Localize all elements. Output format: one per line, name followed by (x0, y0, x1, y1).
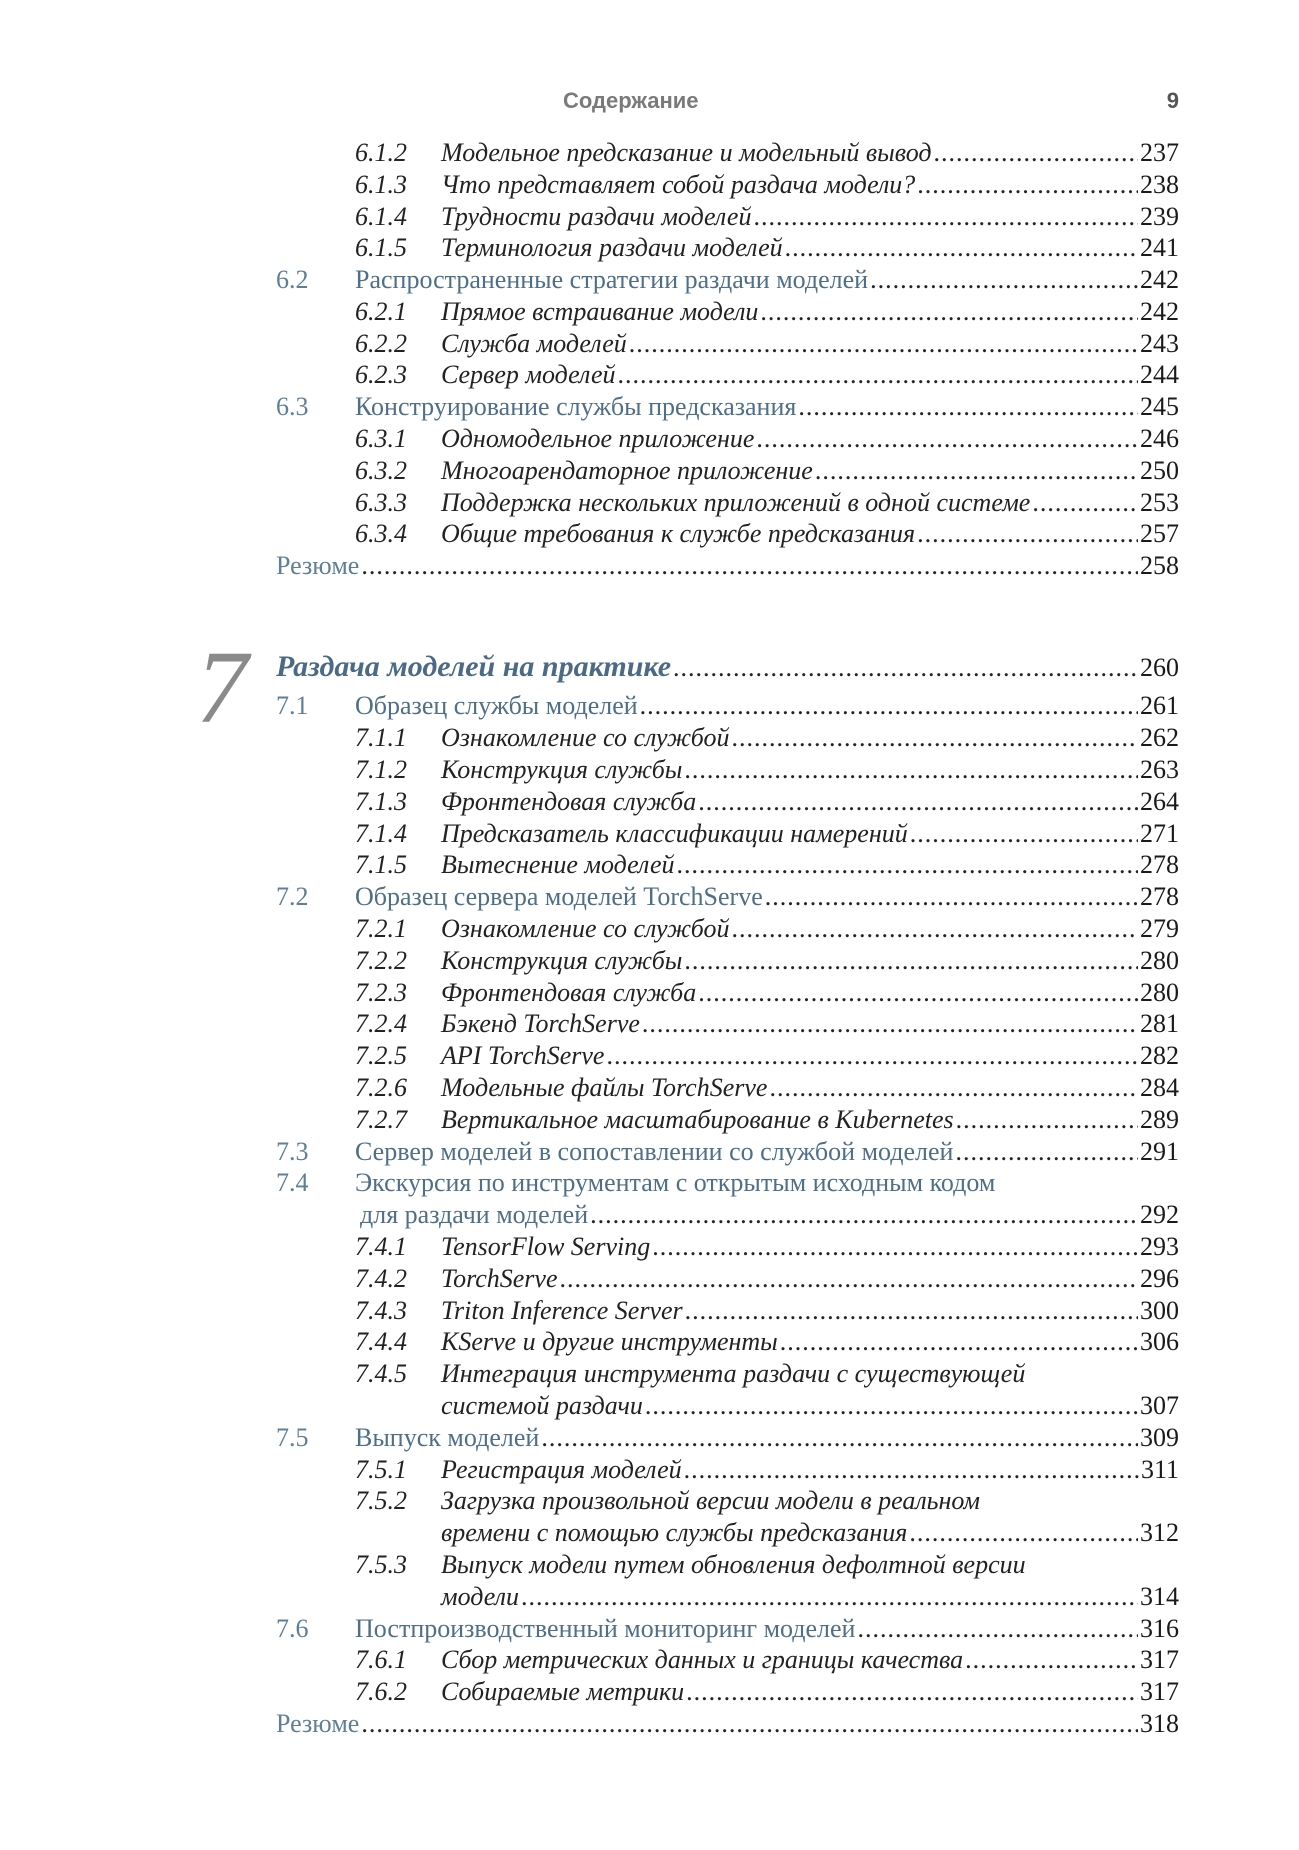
toc-section[interactable] (0, 264, 1299, 296)
section-number: 7.4 (276, 1168, 309, 1197)
entry-title: Что представляет собой раздача модели? (441, 170, 916, 199)
entry-number: 7.1.3 (355, 787, 407, 816)
dot-leader (798, 391, 1138, 423)
entry-title: Бэкенд TorchServe (441, 1009, 640, 1038)
entry-page: 314 (1140, 1582, 1179, 1611)
dot-leader (934, 137, 1138, 169)
page-number: 9 (1166, 88, 1179, 113)
entry-title: Сбор метрических данных и границы качества (441, 1645, 964, 1674)
entry-title-continued: модели (441, 1582, 519, 1611)
toc-entry[interactable] (0, 722, 1299, 754)
chapter-number: 7 (196, 630, 248, 745)
entry-title: Предсказатель классификации намерений (441, 819, 908, 848)
entry-number: 7.1.1 (355, 723, 407, 752)
entry-number: 6.1.5 (355, 233, 407, 262)
entry-title: Модельные файлы TorchServe (441, 1073, 768, 1102)
entry-page: 296 (1140, 1264, 1179, 1293)
entry-page: 244 (1140, 360, 1179, 389)
toc-entry[interactable] (0, 1295, 1299, 1327)
summary-title: Резюме (276, 551, 360, 580)
entry-page: 238 (1140, 170, 1179, 199)
chapter-title: Раздача моделей на практике (276, 650, 672, 683)
entry-page: 284 (1140, 1073, 1179, 1102)
toc-chapter[interactable] (0, 649, 1299, 685)
entry-page: 300 (1140, 1296, 1179, 1325)
dot-leader (590, 1199, 1138, 1231)
dot-leader (645, 1390, 1138, 1422)
section-page: 278 (1140, 882, 1179, 911)
entry-page: 241 (1140, 233, 1179, 262)
entry-page: 239 (1140, 202, 1179, 231)
section-page: 245 (1140, 392, 1179, 421)
entry-page: 311 (1140, 1455, 1179, 1484)
entry-number: 6.1.4 (355, 202, 407, 231)
entry-number: 6.1.2 (355, 138, 407, 167)
toc-entry[interactable] (0, 1644, 1299, 1676)
toc-summary[interactable] (0, 1708, 1299, 1740)
toc-entry[interactable] (0, 1549, 1299, 1581)
entry-page: 293 (1140, 1232, 1179, 1261)
dot-leader (857, 1613, 1138, 1645)
toc-section-continuation[interactable] (0, 1199, 1299, 1231)
entry-title: Конструкция службы (441, 755, 683, 784)
dot-leader (956, 1104, 1138, 1136)
dot-leader (815, 455, 1138, 487)
dot-leader (780, 1326, 1138, 1358)
entry-page: 237 (1140, 138, 1179, 167)
entry-page: 253 (1140, 488, 1179, 517)
dot-leader (1032, 487, 1138, 519)
entry-number: 7.2.2 (355, 946, 407, 975)
entry-number: 6.3.1 (355, 424, 407, 453)
toc-summary[interactable] (0, 550, 1299, 582)
entry-number: 6.2.1 (355, 297, 407, 326)
entry-title: Фронтендовая служба (441, 787, 697, 816)
entry-number: 7.2.1 (355, 914, 407, 943)
entry-page: 282 (1140, 1041, 1179, 1070)
toc-section[interactable] (0, 881, 1299, 913)
entry-number: 6.3.4 (355, 519, 407, 548)
dot-leader (785, 232, 1138, 264)
section-number: 7.2 (276, 882, 309, 911)
dot-leader (677, 849, 1138, 881)
entry-number: 6.2.2 (355, 329, 407, 358)
entry-number: 7.4.1 (355, 1232, 407, 1261)
dot-leader (560, 1263, 1138, 1295)
toc-entry[interactable] (0, 754, 1299, 786)
dot-leader (955, 1136, 1138, 1168)
entry-page: 307 (1140, 1391, 1179, 1420)
toc-entry[interactable] (0, 1454, 1299, 1486)
dot-leader (698, 977, 1138, 1009)
toc-section[interactable] (0, 391, 1299, 423)
dot-leader (760, 296, 1138, 328)
entry-title: Многоарендаторное приложение (441, 456, 813, 485)
toc-entry[interactable] (0, 913, 1299, 945)
toc-entry[interactable] (0, 786, 1299, 818)
section-page: 261 (1140, 691, 1179, 720)
entry-title: Модельное предсказание и модельный вывод (441, 138, 932, 167)
toc-entry[interactable] (0, 1231, 1299, 1263)
entry-page: 263 (1140, 755, 1179, 784)
toc-entry[interactable] (0, 169, 1299, 201)
toc-entry[interactable] (0, 328, 1299, 360)
dot-leader (731, 722, 1138, 754)
entry-page: 279 (1140, 914, 1179, 943)
entry-number: 7.2.7 (355, 1105, 407, 1134)
entry-number: 7.2.5 (355, 1041, 407, 1070)
entry-title: Собираемые метрики (441, 1677, 685, 1706)
entry-title: Прямое встраивание модели (441, 297, 759, 326)
entry-page: 312 (1140, 1518, 1179, 1547)
dot-leader (606, 1040, 1138, 1072)
entry-page: 271 (1140, 819, 1179, 848)
entry-number: 7.5.2 (355, 1486, 407, 1515)
entry-number: 7.1.2 (355, 755, 407, 784)
section-title-continued: для раздачи моделей (360, 1200, 589, 1229)
dot-leader (753, 201, 1138, 233)
dot-leader (965, 1644, 1138, 1676)
toc-entry[interactable] (0, 977, 1299, 1009)
entry-title: Общие требования к службе предсказания (441, 519, 916, 548)
section-title: Образец сервера моделей TorchServe (355, 882, 763, 911)
dot-leader (673, 650, 1138, 686)
toc-entry[interactable] (0, 487, 1299, 519)
dot-leader (361, 550, 1138, 582)
section-page: 242 (1140, 265, 1179, 294)
dot-leader (652, 1231, 1138, 1263)
section-page: 309 (1140, 1423, 1179, 1452)
dot-leader (917, 169, 1138, 201)
entry-page: 246 (1140, 424, 1179, 453)
dot-leader (642, 1008, 1138, 1040)
page-header (0, 88, 1299, 122)
entry-title: KServe и другие инструменты (441, 1327, 778, 1356)
dot-leader (618, 359, 1138, 391)
dot-leader (640, 690, 1138, 722)
section-title: Экскурсия по инструментам с открытым исходным кодом (355, 1168, 996, 1197)
entry-number: 7.4.4 (355, 1327, 407, 1356)
entry-title: Одномодельное приложение (441, 424, 755, 453)
entry-title: Трудности раздачи моделей (441, 202, 752, 231)
entry-number: 7.4.5 (355, 1359, 407, 1388)
entry-number: 7.6.1 (355, 1645, 407, 1674)
entry-number: 7.5.1 (355, 1455, 407, 1484)
entry-page: 317 (1140, 1645, 1179, 1674)
toc-entry[interactable] (0, 455, 1299, 487)
toc-entry[interactable] (0, 1676, 1299, 1708)
dot-leader (870, 264, 1138, 296)
dot-leader (910, 818, 1138, 850)
entry-page: 262 (1140, 723, 1179, 752)
toc-section[interactable] (0, 1136, 1299, 1168)
entry-title: Фронтендовая служба (441, 978, 697, 1007)
section-number: 6.3 (276, 392, 309, 421)
entry-number: 7.1.4 (355, 819, 407, 848)
toc-entry[interactable] (0, 518, 1299, 550)
entry-title: API TorchServe (441, 1041, 605, 1070)
dot-leader (698, 786, 1138, 818)
dot-leader (541, 1422, 1138, 1454)
toc-entry[interactable] (0, 1358, 1299, 1390)
dot-leader (731, 913, 1138, 945)
toc-section[interactable] (0, 1613, 1299, 1645)
toc-entry[interactable] (0, 1072, 1299, 1104)
dot-leader (909, 1517, 1138, 1549)
entry-title: Служба моделей (441, 329, 627, 358)
entry-number: 6.3.3 (355, 488, 407, 517)
entry-page: 306 (1140, 1327, 1179, 1356)
entry-page: 278 (1140, 850, 1179, 879)
entry-title-continued: времени с помощью службы предсказания (441, 1518, 908, 1547)
running-title: Содержание (563, 88, 699, 113)
toc-section[interactable] (0, 1167, 1299, 1199)
summary-page: 318 (1140, 1709, 1179, 1738)
entry-number: 6.3.2 (355, 456, 407, 485)
entry-page: 257 (1140, 519, 1179, 548)
summary-page: 258 (1140, 551, 1179, 580)
entry-number: 7.4.3 (355, 1296, 407, 1325)
entry-title: Поддержка нескольких приложений в одной системе (441, 488, 1031, 517)
entry-page: 280 (1140, 978, 1179, 1007)
entry-title: Вытеснение моделей (441, 850, 675, 879)
toc-entry[interactable] (0, 296, 1299, 328)
entry-title: TorchServe (441, 1264, 558, 1293)
dot-leader (361, 1708, 1138, 1740)
entry-title: Вертикальное масштабирование в Kubernetes (441, 1105, 954, 1134)
entry-page: 242 (1140, 297, 1179, 326)
section-title: Постпроизводственный мониторинг моделей (355, 1614, 856, 1643)
dot-leader (769, 1072, 1138, 1104)
toc-entry[interactable] (0, 423, 1299, 455)
toc-entry[interactable] (0, 1040, 1299, 1072)
entry-number: 7.2.3 (355, 978, 407, 1007)
dot-leader (684, 945, 1138, 977)
section-title: Образец службы моделей (355, 691, 638, 720)
section-title: Выпуск моделей (355, 1423, 540, 1452)
dot-leader (684, 1454, 1139, 1486)
entry-page: 280 (1140, 946, 1179, 975)
section-page: 316 (1140, 1614, 1179, 1643)
section-number: 7.3 (276, 1137, 309, 1166)
toc-entry[interactable] (0, 1008, 1299, 1040)
entry-title: Triton Inference Server (441, 1296, 683, 1325)
toc-entry-continuation[interactable] (0, 1517, 1299, 1549)
entry-number: 6.2.3 (355, 360, 407, 389)
entry-title: Сервер моделей (441, 360, 616, 389)
entry-page: 317 (1140, 1677, 1179, 1706)
section-number: 7.6 (276, 1614, 309, 1643)
toc-entry[interactable] (0, 1263, 1299, 1295)
entry-number: 7.2.6 (355, 1073, 407, 1102)
toc-entry[interactable] (0, 359, 1299, 391)
toc-entry[interactable] (0, 1485, 1299, 1517)
entry-number: 7.5.3 (355, 1550, 407, 1579)
section-page: 291 (1140, 1137, 1179, 1166)
entry-number: 7.1.5 (355, 850, 407, 879)
section-title: Распространенные стратегии раздачи моделей (355, 265, 869, 294)
dot-leader (765, 881, 1138, 913)
section-number: 7.1 (276, 691, 309, 720)
section-number: 7.5 (276, 1423, 309, 1452)
entry-title: Выпуск модели путем обновления дефолтной версии (441, 1550, 1026, 1579)
entry-title: TensorFlow Serving (441, 1232, 651, 1261)
toc-entry[interactable] (0, 849, 1299, 881)
dot-leader (684, 754, 1138, 786)
entry-title: Конструкция службы (441, 946, 683, 975)
entry-title: Терминология раздачи моделей (441, 233, 783, 262)
toc-entry[interactable] (0, 1326, 1299, 1358)
toc-entry[interactable] (0, 137, 1299, 169)
toc-section[interactable] (0, 690, 1299, 722)
entry-title: Интеграция инструмента раздачи с существующей (441, 1359, 1026, 1388)
toc-entry[interactable] (0, 945, 1299, 977)
dot-leader (685, 1295, 1138, 1327)
toc-entry[interactable] (0, 232, 1299, 264)
entry-page: 289 (1140, 1105, 1179, 1134)
toc-entry-continuation[interactable] (0, 1581, 1299, 1613)
entry-number: 6.1.3 (355, 170, 407, 199)
toc-entry[interactable] (0, 1104, 1299, 1136)
dot-leader (756, 423, 1138, 455)
entry-number: 7.2.4 (355, 1009, 407, 1038)
section-title: Сервер моделей в сопоставлении со службой моделей (355, 1137, 954, 1166)
entry-number: 7.6.2 (355, 1677, 407, 1706)
entry-page: 264 (1140, 787, 1179, 816)
entry-title: Ознакомление со службой (441, 914, 730, 943)
entry-title-continued: системой раздачи (441, 1391, 643, 1420)
entry-title: Регистрация моделей (441, 1455, 682, 1484)
entry-number: 7.4.2 (355, 1264, 407, 1293)
dot-leader (629, 328, 1138, 360)
entry-page: 243 (1140, 329, 1179, 358)
entry-page: 281 (1140, 1009, 1179, 1038)
toc-entry[interactable] (0, 201, 1299, 233)
section-page: 292 (1140, 1200, 1179, 1229)
dot-leader (521, 1581, 1138, 1613)
chapter-page: 260 (1140, 653, 1179, 682)
summary-title: Резюме (276, 1709, 360, 1738)
toc-entry-continuation[interactable] (0, 1390, 1299, 1422)
section-title: Конструирование службы предсказания (355, 392, 797, 421)
entry-title: Загрузка произвольной версии модели в реальном (441, 1486, 981, 1515)
toc-section[interactable] (0, 1422, 1299, 1454)
entry-title: Ознакомление со службой (441, 723, 730, 752)
entry-page: 250 (1140, 456, 1179, 485)
dot-leader (917, 518, 1138, 550)
toc-entry[interactable] (0, 818, 1299, 850)
section-number: 6.2 (276, 265, 309, 294)
dot-leader (686, 1676, 1138, 1708)
